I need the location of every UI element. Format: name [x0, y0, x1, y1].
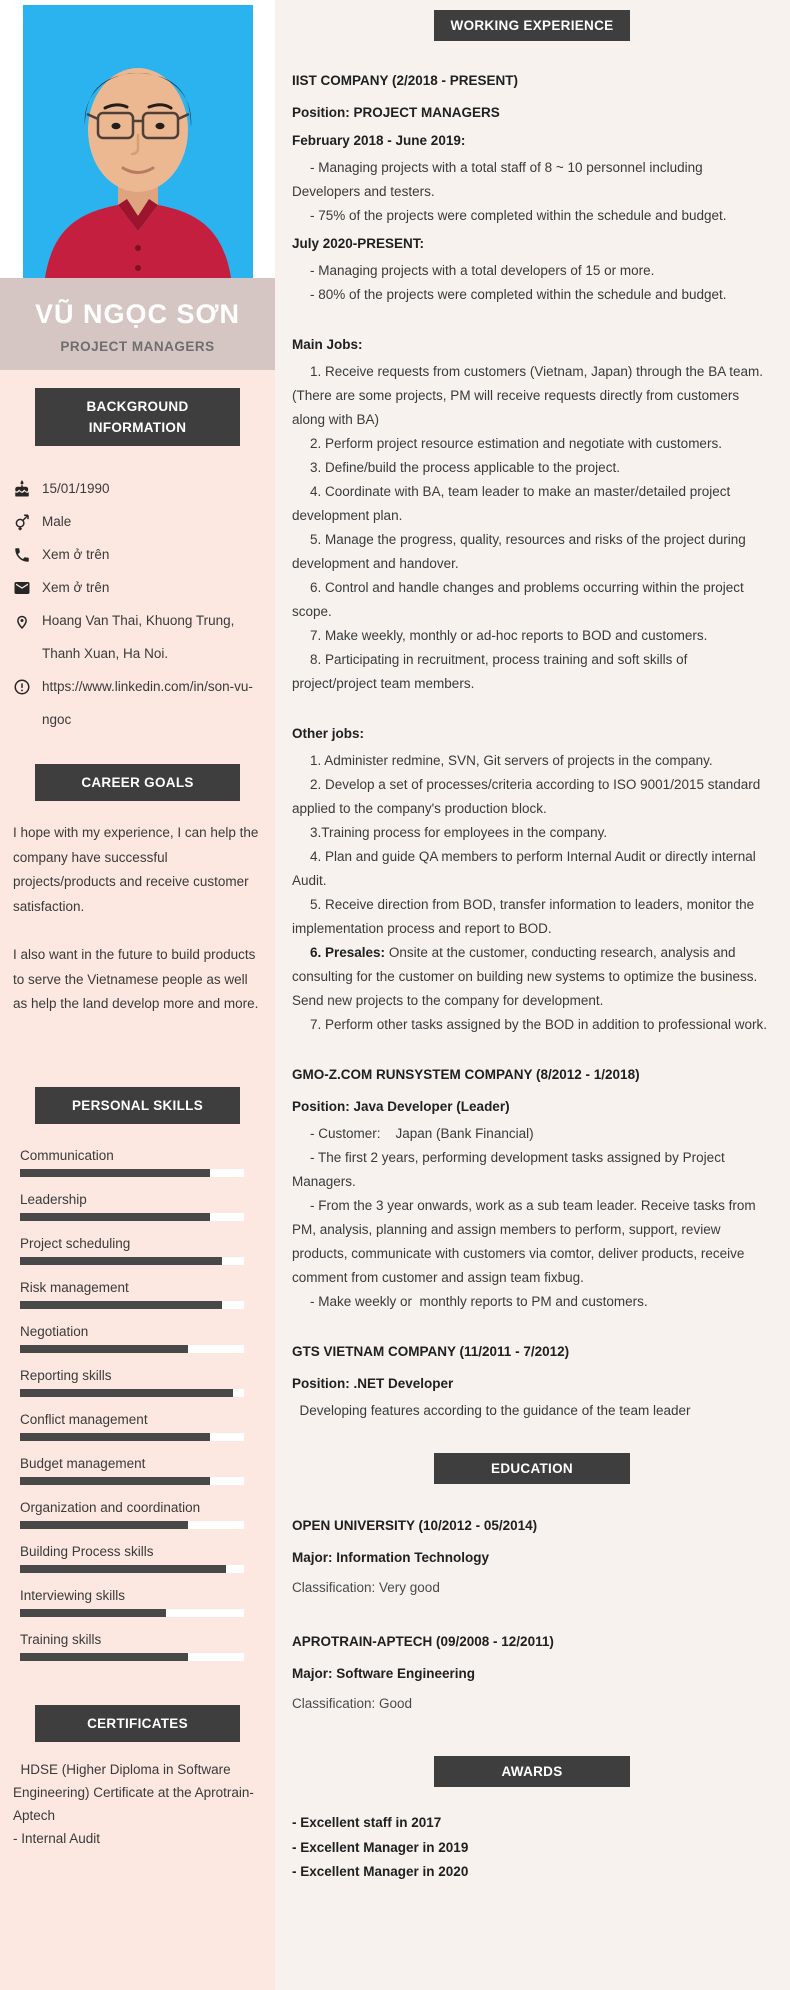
- skill-item: [20, 1632, 244, 1661]
- skill-name: Organization and coordination: [20, 1499, 201, 1515]
- skill-item: [20, 1588, 244, 1617]
- job-detail: Developing features according to the guidance of the team leader: [292, 1403, 691, 1418]
- job-detail: 2. Develop a set of processes/criteria according to ISO 9001/2015 standard applied to the company's production block.: [292, 777, 761, 816]
- job-title: GTS VIETNAM COMPANY (11/2011 - 7/2012): [292, 1344, 570, 1359]
- career-goals-text: [13, 821, 262, 1017]
- skill-bar-fill: [20, 1345, 188, 1353]
- skill-item: [20, 1368, 244, 1397]
- award-item: - Excellent staff in 2017: [292, 1815, 442, 1830]
- certificate-line: HDSE (Higher Diploma in Software Engineering) Certificate at the Aprotrain-Aptech: [13, 1761, 254, 1823]
- info-item-text: https://www.linkedin.com/in/son-vu-ngoc: [42, 679, 253, 727]
- education-header: EDUCATION: [434, 1453, 630, 1484]
- info-icon: [13, 678, 31, 696]
- skill-bar-track: [20, 1389, 244, 1397]
- awards-section: [292, 1756, 772, 1885]
- skill-bar-track: [20, 1609, 244, 1617]
- education-classification: Classification: Very good: [292, 1580, 440, 1595]
- job-detail: 7. Make weekly, monthly or ad-hoc reports to BOD and customers.: [310, 628, 708, 643]
- career-goal-paragraph: I hope with my experience, I can help the company have successful projects/products and receive customer satisfaction.: [13, 825, 259, 914]
- profile-photo: [23, 5, 253, 278]
- job-subheading: Main Jobs:: [292, 337, 363, 352]
- info-item: [13, 505, 262, 538]
- awards-header: AWARDS: [434, 1756, 630, 1787]
- info-item: [13, 538, 262, 571]
- skill-item: [20, 1412, 244, 1441]
- job-detail: 8. Participating in recruitment, process training and soft skills of project/project team members.: [292, 652, 688, 691]
- skill-bar-track: [20, 1257, 244, 1265]
- skill-name: Conflict management: [20, 1411, 148, 1427]
- skill-name: Interviewing skills: [20, 1587, 126, 1603]
- job-detail: - Customer: Japan (Bank Financial): [310, 1126, 534, 1141]
- skill-name: Risk management: [20, 1279, 129, 1295]
- job-subheading: Position: .NET Developer: [292, 1376, 454, 1391]
- job-detail: 3.Training process for employees in the company.: [310, 825, 608, 840]
- award-item: - Excellent Manager in 2019: [292, 1839, 469, 1855]
- skill-item: [20, 1192, 244, 1221]
- info-item: [13, 670, 262, 736]
- person-name: VŨ NGỌC SƠN: [34, 299, 241, 329]
- sidebar-body: [0, 370, 275, 1990]
- skill-bar-track: [20, 1213, 244, 1221]
- education-section: [292, 1453, 772, 1716]
- skill-item: [20, 1544, 244, 1573]
- skill-name: Negotiation: [20, 1323, 89, 1339]
- photo-section: [0, 0, 275, 278]
- skill-name: Communication: [20, 1147, 114, 1163]
- skill-name: Project scheduling: [20, 1235, 131, 1251]
- skill-bar-track: [20, 1521, 244, 1529]
- job-detail: - The first 2 years, performing development tasks assigned by Project Managers.: [292, 1150, 725, 1189]
- job-detail: 5. Manage the progress, quality, resources and risks of the project during development and handover.: [292, 532, 746, 571]
- certificates-header: CERTIFICATES: [35, 1705, 240, 1742]
- job-detail: 1. Administer redmine, SVN, Git servers of projects in the company.: [310, 753, 713, 768]
- info-item: [13, 571, 262, 604]
- skill-bar-track: [20, 1653, 244, 1661]
- job-subheading: February 2018 - June 2019:: [292, 133, 466, 148]
- skill-bar-track: [20, 1565, 244, 1573]
- info-item-text: 15/01/1990: [42, 481, 110, 496]
- skill-bar-fill: [20, 1609, 166, 1617]
- skill-bar-track: [20, 1169, 244, 1177]
- skill-item: [20, 1280, 244, 1309]
- gender-icon: [13, 513, 31, 531]
- phone-icon: [13, 546, 31, 564]
- info-item-text: Hoang Van Thai, Khuong Trung, Thanh Xuan, Ha Noi.: [42, 613, 235, 661]
- skill-bar-fill: [20, 1433, 210, 1441]
- background-info-list: [13, 472, 262, 736]
- certificates-text: [13, 1758, 262, 1850]
- job-detail: 4. Plan and guide QA members to perform Internal Audit or directly internal Audit.: [292, 849, 756, 888]
- certificate-line: - Internal Audit: [13, 1830, 101, 1846]
- bold-lead: 6. Presales:: [310, 945, 386, 960]
- name-band: [0, 278, 275, 370]
- skill-name: Reporting skills: [20, 1367, 112, 1383]
- skill-bar-fill: [20, 1213, 210, 1221]
- job-detail: - Make weekly or monthly reports to PM and customers.: [310, 1294, 648, 1309]
- skills-list: [0, 1148, 275, 1661]
- skill-bar-fill: [20, 1565, 226, 1573]
- job-detail: 4. Coordinate with BA, team leader to make an master/detailed project development plan.: [292, 484, 731, 523]
- skill-name: Leadership: [20, 1191, 87, 1207]
- sidebar: [0, 0, 275, 1990]
- email-icon: [13, 579, 31, 597]
- info-item-text: Male: [42, 514, 72, 529]
- info-item: [13, 472, 262, 505]
- personal-skills-header: PERSONAL SKILLS: [35, 1087, 240, 1124]
- education-school: APROTRAIN-APTECH (09/2008 - 12/2011): [292, 1634, 554, 1649]
- skill-bar-track: [20, 1433, 244, 1441]
- career-goal-paragraph: I also want in the future to build products to serve the Vietnamese people as well as help the land develop more and more.: [13, 947, 259, 1011]
- job-subheading: Position: Java Developer (Leader): [292, 1099, 510, 1114]
- skill-bar-track: [20, 1301, 244, 1309]
- skill-bar-track: [20, 1345, 244, 1353]
- job-detail: 6. Control and handle changes and problems occurring within the project scope.: [292, 580, 744, 619]
- job-detail: 2. Perform project resource estimation and negotiate with customers.: [310, 436, 722, 451]
- spacer: [292, 307, 772, 329]
- job-subheading: Position: PROJECT MANAGERS: [292, 105, 500, 120]
- skill-bar-fill: [20, 1653, 188, 1661]
- education-list: [292, 1514, 772, 1716]
- job-detail: 6. Presales: Onsite at the customer, conducting research, analysis and consulting for the customer on building new systems to optimize the business. Send new projects to the company for development.: [292, 945, 758, 1008]
- skill-item: [20, 1324, 244, 1353]
- education-major: Major: Software Engineering: [292, 1666, 476, 1681]
- job-title: GMO-Z.COM RUNSYSTEM COMPANY (8/2012 - 1/2018): [292, 1067, 640, 1082]
- skill-bar-track: [20, 1477, 244, 1485]
- skill-bar-fill: [20, 1169, 210, 1177]
- award-item: - Excellent Manager in 2020: [292, 1864, 469, 1879]
- skill-item: [20, 1456, 244, 1485]
- skill-name: Building Process skills: [20, 1543, 154, 1559]
- career-goals-header: CAREER GOALS: [35, 764, 240, 801]
- job-subheading: July 2020-PRESENT:: [292, 236, 425, 251]
- info-item: [13, 604, 262, 670]
- job-subheading: Other jobs:: [292, 726, 365, 741]
- skill-bar-fill: [20, 1301, 222, 1309]
- job-detail: - Managing projects with a total staff of 8 ~ 10 personnel including Developers and testers.: [292, 160, 703, 199]
- job-detail: - Managing projects with a total developers of 15 or more.: [310, 263, 655, 278]
- working-experience-list: [292, 69, 772, 1423]
- skill-bar-fill: [20, 1477, 210, 1485]
- job-detail: 5. Receive direction from BOD, transfer information to leaders, monitor the implementation process and report to BOD.: [292, 897, 755, 936]
- skill-item: [20, 1148, 244, 1177]
- job-detail: - 75% of the projects were completed within the schedule and budget.: [310, 208, 727, 223]
- skill-item: [20, 1236, 244, 1265]
- job-title: IIST COMPANY (2/2018 - PRESENT): [292, 73, 519, 88]
- job-detail: - From the 3 year onwards, work as a sub team leader. Receive tasks from PM, analysis, planning and assign members to perform, support, review products, communicate with customers via comtor, deliver products, receive comment from customer and assign team fixbug.: [292, 1198, 756, 1285]
- education-major: Major: Information Technology: [292, 1550, 489, 1565]
- job-detail: - 80% of the projects were completed within the schedule and budget.: [310, 287, 727, 302]
- spacer: [292, 696, 772, 718]
- working-experience-header: WORKING EXPERIENCE: [434, 10, 630, 41]
- job-detail: 1. Receive requests from customers (Vietnam, Japan) through the BA team. (There are some projects, PM will receive requests directly from customers along with BA): [292, 364, 763, 427]
- job-detail: 3. Define/build the process applicable to the project.: [310, 460, 620, 475]
- person-job-title: PROJECT MANAGERS: [60, 339, 215, 354]
- skill-bar-fill: [20, 1521, 188, 1529]
- education-school: OPEN UNIVERSITY (10/2012 - 05/2014): [292, 1518, 538, 1533]
- education-classification: Classification: Good: [292, 1696, 413, 1711]
- background-information-header: BACKGROUND INFORMATION: [35, 388, 240, 446]
- location-icon: [13, 612, 31, 630]
- skill-name: Training skills: [20, 1631, 102, 1647]
- info-item-text: Xem ở trên: [42, 580, 110, 595]
- skill-name: Budget management: [20, 1455, 146, 1471]
- main-content: [275, 0, 790, 1885]
- birthday-icon: [13, 480, 31, 498]
- skill-bar-fill: [20, 1389, 233, 1397]
- job-detail: 7. Perform other tasks assigned by the BOD in addition to professional work.: [310, 1017, 767, 1032]
- info-item-text: Xem ở trên: [42, 547, 110, 562]
- skill-item: [20, 1500, 244, 1529]
- awards-list: [292, 1811, 772, 1885]
- skill-bar-fill: [20, 1257, 222, 1265]
